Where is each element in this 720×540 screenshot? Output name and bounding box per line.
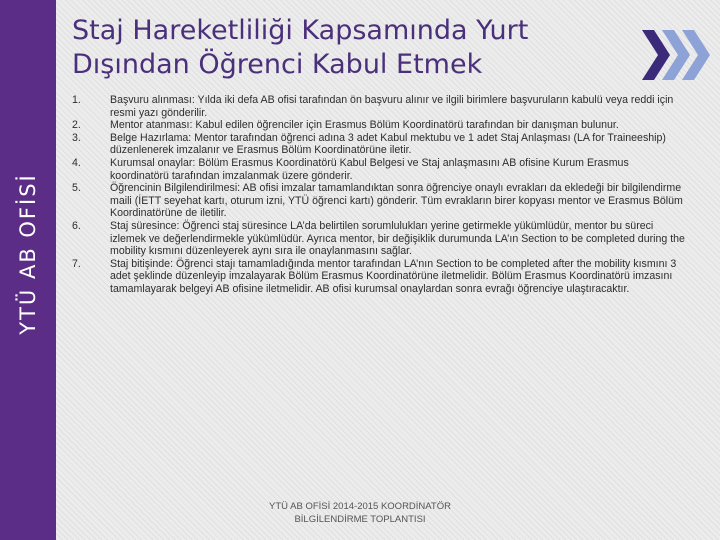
list-item-number: 3.: [72, 131, 81, 144]
list-item: [72, 258, 690, 296]
list-item: [72, 182, 690, 220]
list-item: [72, 119, 690, 132]
chevron-logo-icon: [640, 28, 710, 82]
list-item-text: Staj bitişinde: Öğrenci stajı tamamladığında mentor tarafından LA’nın Section to be completed after the mobility kısmını 3 adet şeklinde düzenleyip imzalayarak Bölüm Erasmus Koordinatörüne iletmelidir. Bölüm Erasmus Koordinatörü imzasını tamamlayarak belgeyi AB ofisine iletmelidir. AB ofisi kurumsal onaylardan sonra evrağı öğrenciye ulaştıracaktır.: [110, 257, 677, 295]
page-title-line-2: Dışından Öğrenci Kabul Etmek: [72, 49, 483, 80]
list-item-number: 6.: [72, 219, 81, 232]
footer: [240, 500, 480, 526]
footer-line-2: BİLGİLENDİRME TOPLANTISI: [294, 514, 426, 525]
page-title-line-1: Staj Hareketliliği Kapsamında Yurt: [72, 15, 529, 46]
footer-line-1: YTÜ AB OFİSİ 2014-2015 KOORDİNATÖR: [269, 501, 451, 512]
list-item-number: 2.: [72, 119, 81, 132]
list-item-text: Staj süresince: Öğrenci staj süresince LA’da belirtilen sorumlulukları yerine getirmekle yükümlüdür, mentor bu süreci izlemek ve değerlendirmekle yükümlüdür. Ayrıca mentor, bir değişiklik durumunda LA’ın Section to be completed during the mobility kısmını düzenleyerek aynı sıra ile onaylanmasını sağlar.: [110, 219, 685, 258]
list-item-number: 1.: [72, 94, 81, 106]
list-item-text: Kurumsal onaylar: Bölüm Erasmus Koordinatörü Kabul Belgesi ve Staj anlaşmasını AB ofisine Kurum Erasmus koordinatörü tarafından imzalanmak üzere gönderir.: [110, 156, 629, 182]
sidebar-label: YTÜ AB OFİSİ: [16, 173, 40, 335]
list-item-text: Öğrencinin Bilgilendirilmesi: AB ofisi imzalar tamamlandıktan sonra öğrenciye onaylı evrakları da ekledeği bir bilgilendirme maili (İETT seyehat kartı, oturum izni, YTÜ öğrenci kartı) gönderir. Tüm evrakların birer kopyası mentor ve Erasmus Bölüm Koordinatörüne de iletilir.: [110, 182, 683, 220]
list-item-text: Belge Hazırlama: Mentor tarafından öğrenci adına 3 adet Kabul mektubu ve 1 adet Staj Anlaşması (LA for Traineeship) düzenlenerek imzalanır ve Erasmus Bölüm Koordinatörüne iletir.: [110, 131, 666, 157]
list-item-number: 7.: [72, 257, 81, 270]
sidebar: [0, 0, 56, 540]
list-item-number: 4.: [72, 156, 81, 169]
steps-list: [72, 94, 690, 296]
list-item: [72, 157, 690, 182]
list-item: [72, 132, 690, 157]
list-item-text: Başvuru alınması: Yılda iki defa AB ofisi tarafından ön başvuru alınır ve ilgili birimlere başvuruların kabulü veya reddi için resmi yazı gönderilir.: [110, 94, 674, 119]
list-item: [72, 94, 690, 119]
page-title: [72, 14, 592, 82]
list-item-text: Mentor atanması: Kabul edilen öğrenciler için Erasmus Bölüm Koordinatörü tarafından bir danışman bulunur.: [110, 119, 619, 132]
list-item: [72, 220, 690, 258]
list-item-number: 5.: [72, 182, 81, 195]
